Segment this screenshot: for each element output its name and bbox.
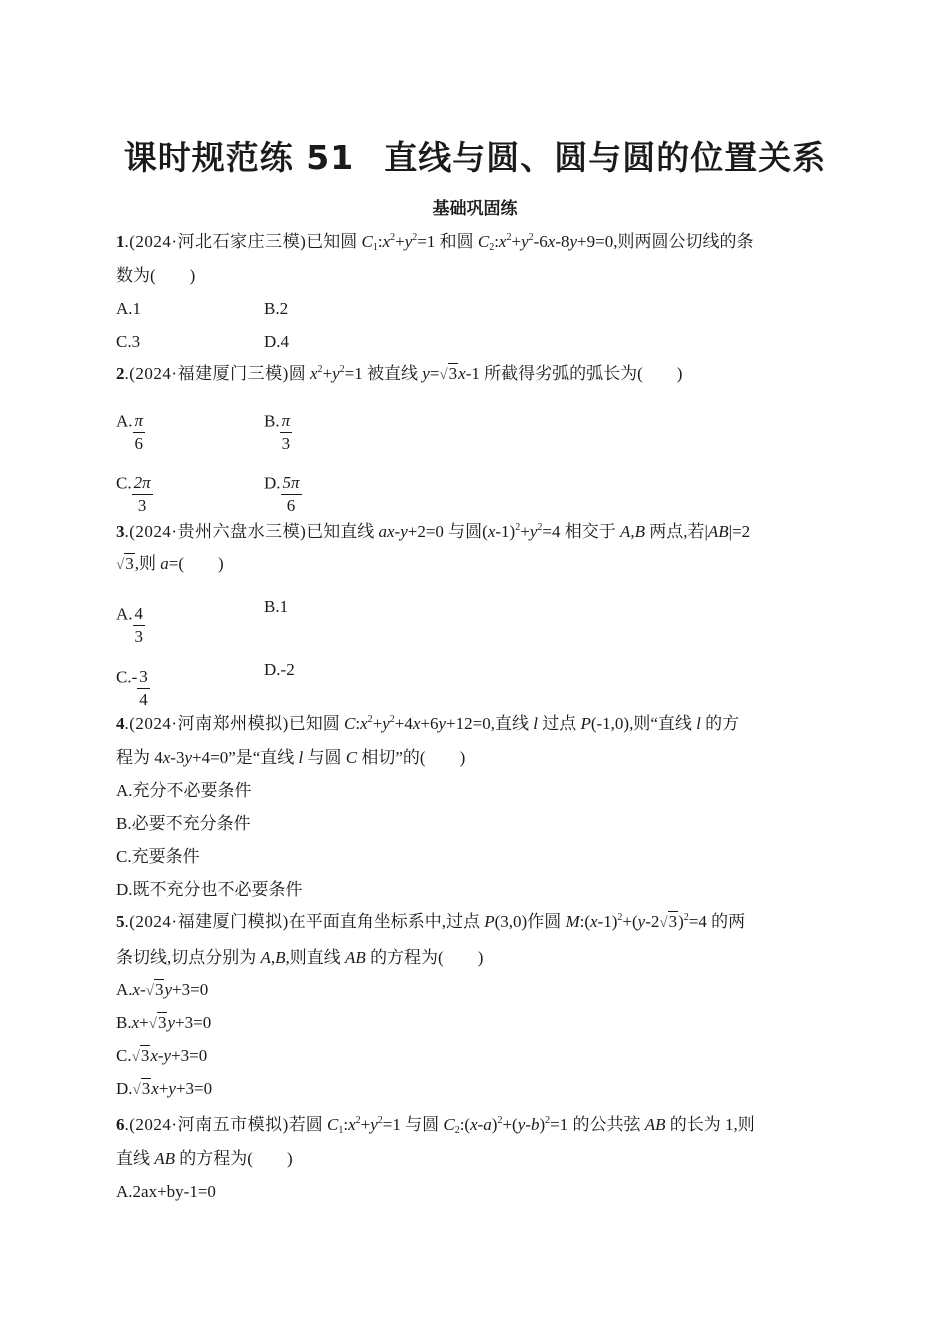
- question-4-line-2: 程为 4x-3y+4=0”是“直线 l 与圆 C 相切”的( ): [116, 748, 466, 767]
- question-5-line-2: 条切线,切点分别为 A,B,则直线 AB 的方程为( ): [116, 948, 484, 967]
- q4-option-c: C.充要条件: [116, 847, 200, 866]
- q5-option-a: A.x-√3y+3=0: [116, 980, 209, 999]
- q4-option-d: D.既不充分也不必要条件: [116, 880, 303, 899]
- q4-option-a: A.充分不必要条件: [116, 781, 252, 800]
- question-5-line-1: 5.(2024·福建厦门模拟)在平面直角坐标系中,过点 P(3,0)作圆 $M:(x-1)^2+(y-2√3)^2=4$ 的两: [116, 912, 746, 931]
- question-6-line-1: 6.(2024·河南五市模拟)若圆 $C_1:x^2+y^2=1$ 与圆 $C_2:(x-a)^2+(y-b)^2=1$ 的公共弦 AB 的长为 1,则: [116, 1115, 755, 1136]
- q2-option-d: D. $\frac{5\pi}{6}$: [264, 473, 300, 515]
- question-4-line-1: 4.(2024·河南郑州模拟)已知圆 $C:x^2+y^2+4x+6y+12=0$,直线 l 过点 P(-1,0),则“直线 l 的方: [116, 714, 740, 733]
- q1-option-c: C.3: [116, 332, 141, 351]
- q3-option-c: C.- $\frac{3}{4}$: [116, 667, 148, 709]
- q3-option-d: D.-2: [264, 660, 295, 679]
- q1-option-a: A.1: [116, 299, 142, 318]
- question-3-line-2: √3,则 a=( ): [116, 554, 224, 573]
- q1-option-d: D.4: [264, 332, 290, 351]
- q4-option-b: B.必要不充分条件: [116, 814, 251, 833]
- question-1-line-2: 数为( ): [116, 266, 196, 285]
- q5-option-d: D.√3x+y+3=0: [116, 1079, 213, 1098]
- q3-option-b: B.1: [264, 597, 289, 616]
- question-2-line-1: 2.(2024·福建厦门三模)圆 $x^2+y^2=1$ 被直线 y=√3x-1 所截得劣弧的弧长为( ): [116, 364, 683, 383]
- section-heading: 基础巩固练: [432, 199, 518, 219]
- q6-option-a: A.2ax+by-1=0: [116, 1182, 216, 1201]
- q1-option-b: B.2: [264, 299, 289, 318]
- question-3-line-1: 3.(2024·贵州六盘水三模)已知直线 ax-y+2=0 与圆$(x-1)^2+y^2=4$ 相交于 A,B 两点,若|AB|=2: [116, 522, 751, 541]
- question-1-line-1: 1.(2024·河北石家庄三模)已知圆 $C_1:x^2+y^2=1$ 和圆 $C_2:x^2+y^2-6x-8y+9=0$,则两圆公切线的条: [116, 232, 754, 253]
- q5-option-c: C.√3x-y+3=0: [116, 1046, 208, 1065]
- q2-option-a: A. $\frac{\pi}{6}$: [116, 411, 144, 453]
- q2-option-b: B. $\frac{\pi}{3}$: [264, 411, 291, 453]
- q5-option-b: B.x+√3y+3=0: [116, 1013, 212, 1032]
- question-6-line-2: 直线 AB 的方程为( ): [116, 1149, 293, 1168]
- q2-option-c: C. $\frac{2\pi}{3}$: [116, 473, 151, 515]
- q3-option-a: A. $\frac{4}{3}$: [116, 604, 144, 646]
- page-title: 课时规范练 51 直线与圆、圆与圆的位置关系: [123, 138, 827, 177]
